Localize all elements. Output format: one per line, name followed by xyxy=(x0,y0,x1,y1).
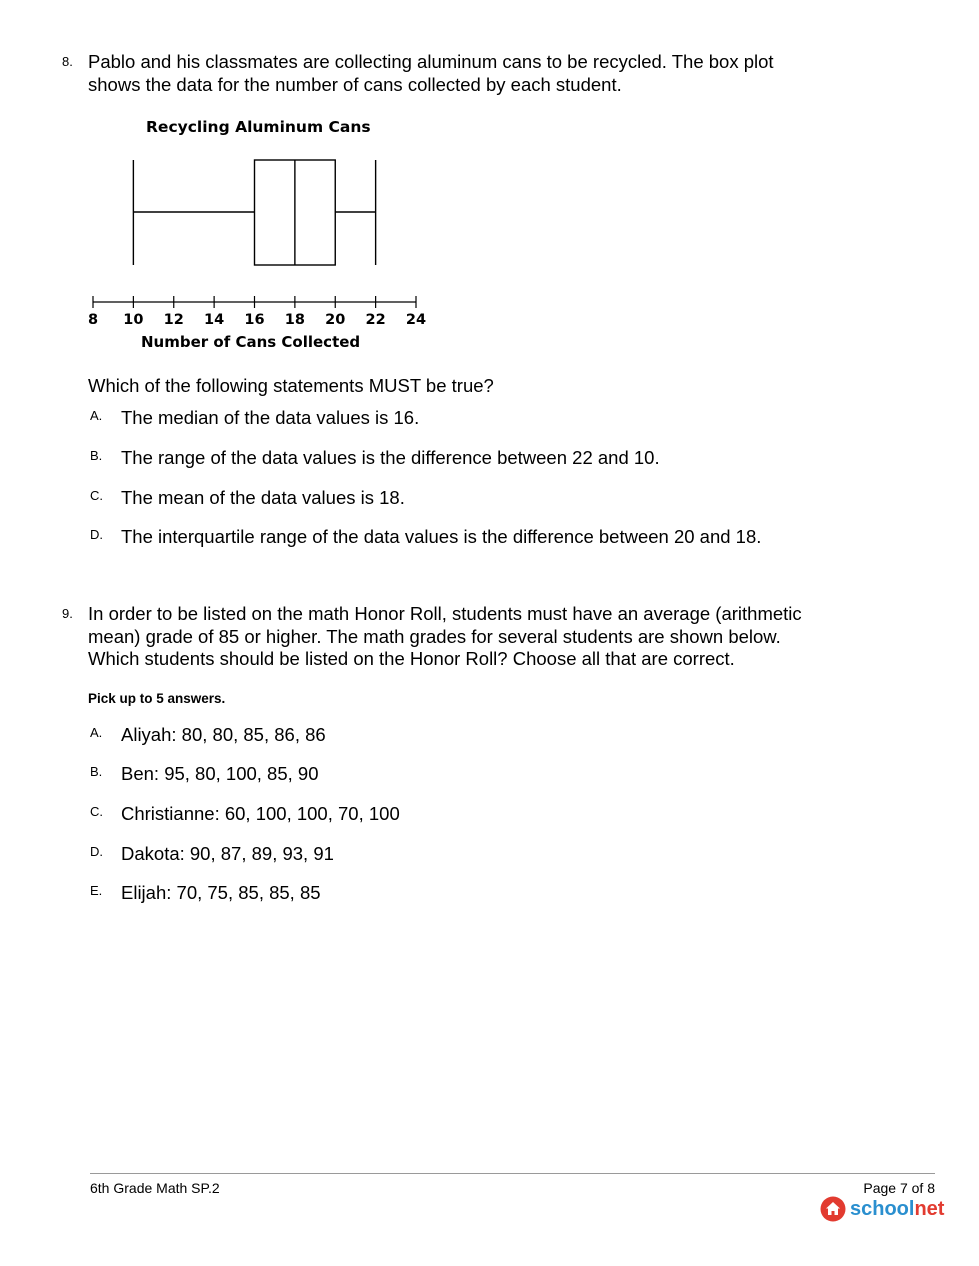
choice-text: Elijah: 70, 75, 85, 85, 85 xyxy=(121,882,321,903)
choice-text: Aliyah: 80, 80, 85, 86, 86 xyxy=(121,724,326,745)
choice-letter: B. xyxy=(90,448,103,463)
chart-title: Recycling Aluminum Cans xyxy=(146,118,371,136)
choice-letter: D. xyxy=(90,527,103,542)
choice-letter: A. xyxy=(90,408,103,423)
x-tick-label-20: 20 xyxy=(325,312,346,328)
question-8-stem xyxy=(88,51,828,96)
x-axis-label: Number of Cans Collected xyxy=(141,333,361,351)
house-icon xyxy=(820,1196,846,1222)
choice-letter: C. xyxy=(90,804,103,819)
question-8-stem-line-1: Pablo and his classmates are collecting aluminum cans to be recycled. The box plot xyxy=(88,51,774,72)
footer-course-title: 6th Grade Math SP.2 xyxy=(90,1180,220,1196)
footer-divider xyxy=(90,1173,935,1174)
choice-letter: D. xyxy=(90,844,103,859)
question-9-stem-line-1: In order to be listed on the math Honor Roll, students must have an average (arithmetic xyxy=(88,603,802,624)
logo-wordmark-school: school xyxy=(850,1197,915,1220)
schoolnet-logo xyxy=(820,1195,944,1223)
x-tick-label-10: 10 xyxy=(123,312,144,328)
question-9-stem-line-3: Which students should be listed on the Honor Roll? Choose all that are correct. xyxy=(88,648,735,669)
choice-text: The median of the data values is 16. xyxy=(121,407,420,428)
question-9-number: 9. xyxy=(62,606,73,621)
question-8-prompt: Which of the following statements MUST be true? xyxy=(88,375,494,396)
question-9-stem xyxy=(88,603,828,671)
choice-text: Ben: 95, 80, 100, 85, 90 xyxy=(121,763,319,784)
answer-instruction: Pick up to 5 answers. xyxy=(88,691,226,706)
logo-wordmark-net: net xyxy=(914,1197,945,1220)
x-tick-label-8: 8 xyxy=(87,312,99,328)
choice-letter: B. xyxy=(90,764,103,779)
choice-text: The mean of the data values is 18. xyxy=(121,487,405,508)
choice-text: Christianne: 60, 100, 100, 70, 100 xyxy=(121,803,400,824)
x-tick-label-14: 14 xyxy=(204,312,225,328)
question-8-stem-line-2: shows the data for the number of cans collected by each student. xyxy=(88,73,622,95)
choice-text: The interquartile range of the data values is the difference between 20 and 18. xyxy=(121,526,762,547)
choice-letter: E. xyxy=(90,883,103,898)
x-tick-label-24: 24 xyxy=(405,312,427,328)
logo-wordmark xyxy=(850,1198,944,1221)
x-tick-label-12: 12 xyxy=(163,312,184,328)
choice-text: Dakota: 90, 87, 89, 93, 91 xyxy=(121,843,334,864)
x-tick-label-22: 22 xyxy=(365,312,386,328)
choice-text: The range of the data values is the difference between 22 and 10. xyxy=(121,447,660,468)
x-tick-label-16: 16 xyxy=(244,312,265,328)
footer-page-number: Page 7 of 8 xyxy=(863,1180,935,1196)
question-8-number: 8. xyxy=(62,54,73,69)
x-tick-label-18: 18 xyxy=(284,312,305,328)
choice-letter: C. xyxy=(90,488,103,503)
box-plot-chart xyxy=(80,110,440,360)
question-9-stem-line-2: mean) grade of 85 or higher. The math grades for several students are shown below. xyxy=(88,625,781,647)
choice-letter: A. xyxy=(90,725,103,740)
